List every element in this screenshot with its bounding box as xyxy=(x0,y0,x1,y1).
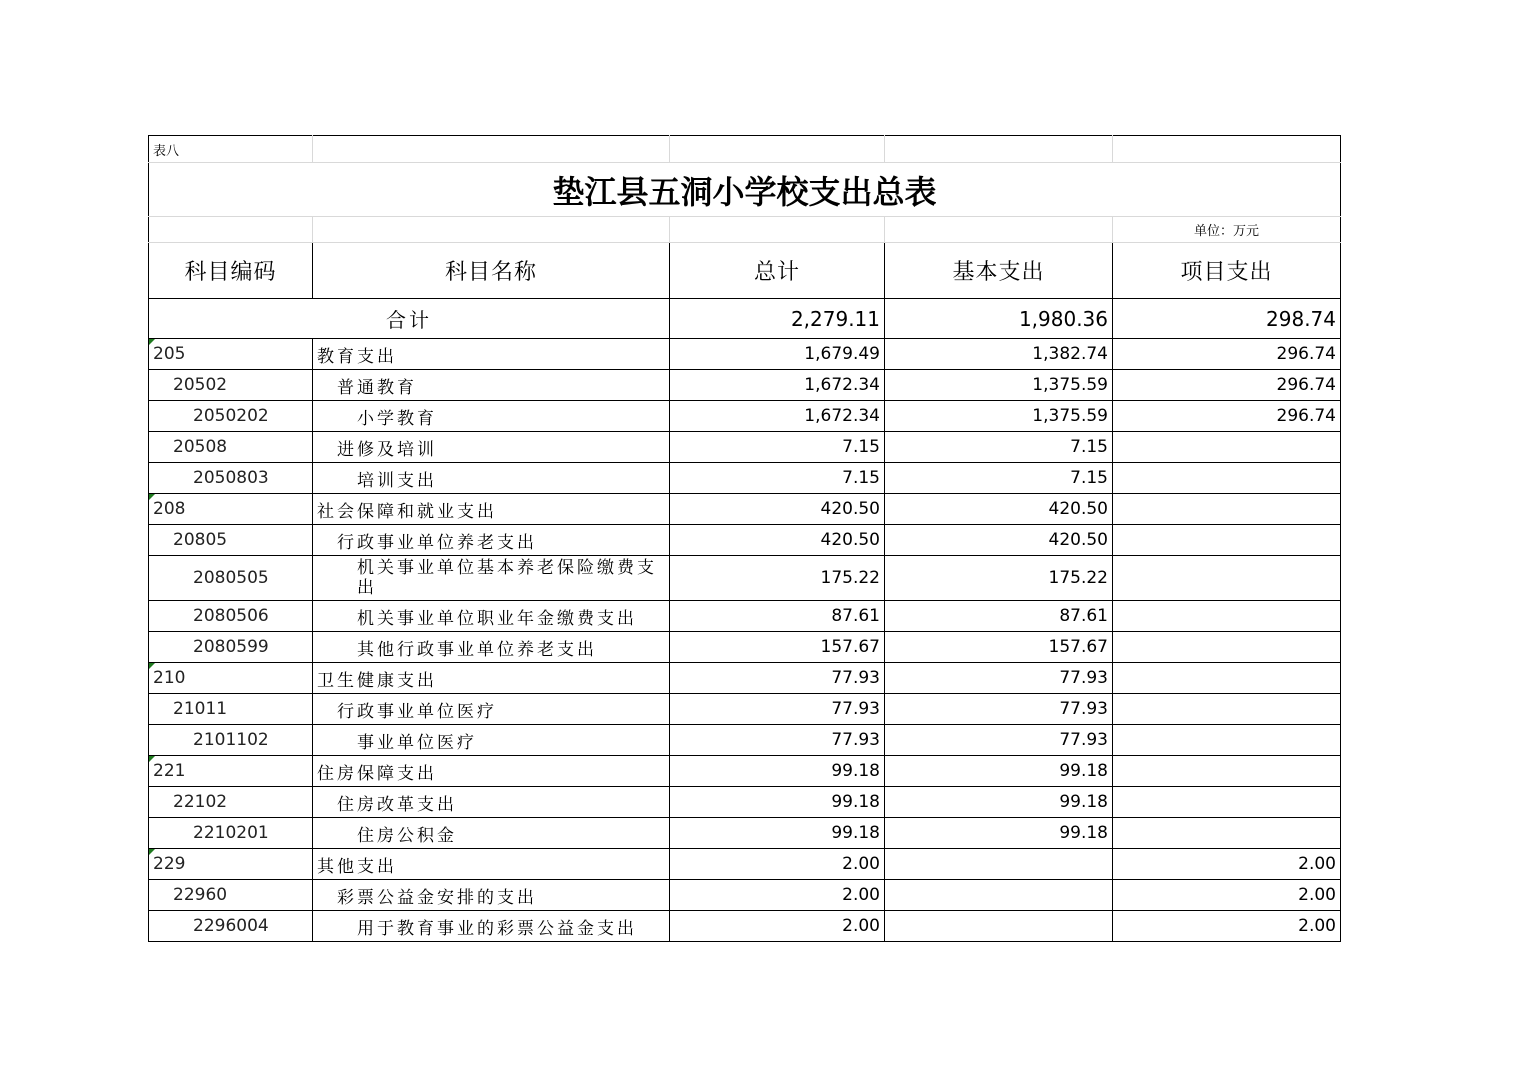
amount-project xyxy=(1113,494,1341,525)
table-row xyxy=(149,401,1341,432)
amount-basic: 87.61 xyxy=(885,601,1113,632)
subject-name: 教育支出 xyxy=(313,339,670,370)
header-code: 科目编码 xyxy=(149,243,313,299)
amount-total: 2.00 xyxy=(670,849,885,880)
subject-name: 用于教育事业的彩票公益金支出 xyxy=(313,911,670,942)
table-row xyxy=(149,725,1341,756)
subject-code-text: 20502 xyxy=(173,375,228,395)
amount-basic xyxy=(885,849,1113,880)
subject-code xyxy=(149,725,313,756)
subject-code xyxy=(149,694,313,725)
table-row xyxy=(149,494,1341,525)
amount-basic: 420.50 xyxy=(885,525,1113,556)
subject-code xyxy=(149,663,313,694)
subject-code-text: 2296004 xyxy=(193,916,269,936)
amount-total: 420.50 xyxy=(670,494,885,525)
total-sum: 2,279.11 xyxy=(670,299,885,339)
table-row xyxy=(149,525,1341,556)
amount-total: 1,679.49 xyxy=(670,339,885,370)
amount-total: 1,672.34 xyxy=(670,370,885,401)
subject-name: 卫生健康支出 xyxy=(313,663,670,694)
amount-total: 99.18 xyxy=(670,787,885,818)
table-row xyxy=(149,880,1341,911)
amount-basic: 1,382.74 xyxy=(885,339,1113,370)
total-project: 298.74 xyxy=(1113,299,1341,339)
subject-code-text: 2080599 xyxy=(193,637,269,657)
table-row xyxy=(149,756,1341,787)
page-title: 垫江县五洞小学校支出总表 xyxy=(149,163,1341,217)
amount-total: 2.00 xyxy=(670,911,885,942)
subject-name: 行政事业单位医疗 xyxy=(313,694,670,725)
amount-project: 2.00 xyxy=(1113,880,1341,911)
subject-code-text: 221 xyxy=(153,761,186,781)
subject-code xyxy=(149,880,313,911)
cell-marker-icon xyxy=(149,339,155,345)
amount-project xyxy=(1113,818,1341,849)
subject-code-text: 229 xyxy=(153,854,186,874)
table-row xyxy=(149,694,1341,725)
expenditure-table xyxy=(148,135,1341,942)
subject-code xyxy=(149,911,313,942)
header-name: 科目名称 xyxy=(313,243,670,299)
amount-total: 175.22 xyxy=(670,556,885,601)
amount-basic: 1,375.59 xyxy=(885,401,1113,432)
subject-code xyxy=(149,756,313,787)
table-row xyxy=(149,432,1341,463)
subject-code-text: 20508 xyxy=(173,437,228,457)
amount-total: 7.15 xyxy=(670,463,885,494)
amount-project xyxy=(1113,432,1341,463)
cell-marker-icon xyxy=(149,849,155,855)
amount-project: 296.74 xyxy=(1113,370,1341,401)
amount-total: 77.93 xyxy=(670,725,885,756)
header-basic: 基本支出 xyxy=(885,243,1113,299)
amount-project: 2.00 xyxy=(1113,911,1341,942)
subject-code-text: 208 xyxy=(153,499,186,519)
table-row xyxy=(149,663,1341,694)
subject-name: 事业单位医疗 xyxy=(313,725,670,756)
amount-project xyxy=(1113,787,1341,818)
sheet-label: 表八 xyxy=(149,136,313,163)
subject-name: 培训支出 xyxy=(313,463,670,494)
amount-basic: 77.93 xyxy=(885,725,1113,756)
subject-name: 进修及培训 xyxy=(313,432,670,463)
amount-project xyxy=(1113,463,1341,494)
amount-project xyxy=(1113,601,1341,632)
subject-code-text: 2050202 xyxy=(193,406,269,426)
amount-total: 77.93 xyxy=(670,663,885,694)
header-row xyxy=(149,243,1341,299)
amount-basic: 175.22 xyxy=(885,556,1113,601)
amount-project: 2.00 xyxy=(1113,849,1341,880)
subject-code xyxy=(149,556,313,601)
amount-total: 157.67 xyxy=(670,632,885,663)
amount-project xyxy=(1113,556,1341,601)
amount-project: 296.74 xyxy=(1113,339,1341,370)
table-row xyxy=(149,370,1341,401)
subject-code xyxy=(149,632,313,663)
subject-code xyxy=(149,339,313,370)
table-row xyxy=(149,632,1341,663)
amount-total: 99.18 xyxy=(670,756,885,787)
amount-total: 77.93 xyxy=(670,694,885,725)
amount-project xyxy=(1113,525,1341,556)
spreadsheet-page xyxy=(148,135,1340,942)
subject-name: 行政事业单位养老支出 xyxy=(313,525,670,556)
subject-code xyxy=(149,370,313,401)
table-row xyxy=(149,818,1341,849)
subject-name: 其他行政事业单位养老支出 xyxy=(313,632,670,663)
subject-name: 机关事业单位职业年金缴费支出 xyxy=(313,601,670,632)
table-row xyxy=(149,556,1341,601)
subject-name: 普通教育 xyxy=(313,370,670,401)
subject-code-text: 205 xyxy=(153,344,186,364)
amount-total: 420.50 xyxy=(670,525,885,556)
subject-code-text: 2080505 xyxy=(193,568,269,588)
amount-project: 296.74 xyxy=(1113,401,1341,432)
table-row xyxy=(149,849,1341,880)
amount-basic: 420.50 xyxy=(885,494,1113,525)
subject-name: 住房公积金 xyxy=(313,818,670,849)
amount-project xyxy=(1113,694,1341,725)
amount-basic: 77.93 xyxy=(885,694,1113,725)
amount-basic: 77.93 xyxy=(885,663,1113,694)
amount-project xyxy=(1113,756,1341,787)
subject-code-text: 2210201 xyxy=(193,823,269,843)
unit-label: 单位：万元 xyxy=(1113,217,1341,243)
cell-marker-icon xyxy=(149,756,155,762)
subject-name: 社会保障和就业支出 xyxy=(313,494,670,525)
subject-code-text: 21011 xyxy=(173,699,228,719)
subject-code xyxy=(149,432,313,463)
amount-basic: 7.15 xyxy=(885,463,1113,494)
amount-basic xyxy=(885,911,1113,942)
subject-code xyxy=(149,787,313,818)
subject-name: 机关事业单位基本养老保险缴费支出 xyxy=(313,556,670,601)
amount-project xyxy=(1113,663,1341,694)
subject-code-text: 210 xyxy=(153,668,186,688)
amount-basic: 7.15 xyxy=(885,432,1113,463)
subject-code xyxy=(149,401,313,432)
table-row xyxy=(149,787,1341,818)
total-row xyxy=(149,299,1341,339)
subject-name: 住房改革支出 xyxy=(313,787,670,818)
subject-code-text: 22960 xyxy=(173,885,228,905)
amount-basic: 1,375.59 xyxy=(885,370,1113,401)
cell-marker-icon xyxy=(149,663,155,669)
table-row xyxy=(149,463,1341,494)
subject-code xyxy=(149,494,313,525)
total-label: 合计 xyxy=(149,299,670,339)
header-total: 总计 xyxy=(670,243,885,299)
amount-total: 1,672.34 xyxy=(670,401,885,432)
amount-project xyxy=(1113,632,1341,663)
subject-code xyxy=(149,818,313,849)
table-row xyxy=(149,339,1341,370)
subject-name: 其他支出 xyxy=(313,849,670,880)
subject-code-text: 2101102 xyxy=(193,730,269,750)
subject-name: 住房保障支出 xyxy=(313,756,670,787)
subject-code xyxy=(149,849,313,880)
subject-code-text: 22102 xyxy=(173,792,228,812)
header-project: 项目支出 xyxy=(1113,243,1341,299)
subject-name: 小学教育 xyxy=(313,401,670,432)
total-basic: 1,980.36 xyxy=(885,299,1113,339)
subject-name: 彩票公益金安排的支出 xyxy=(313,880,670,911)
amount-total: 7.15 xyxy=(670,432,885,463)
subject-code xyxy=(149,525,313,556)
table-row xyxy=(149,601,1341,632)
amount-basic xyxy=(885,880,1113,911)
amount-project xyxy=(1113,725,1341,756)
subject-code xyxy=(149,463,313,494)
cell-marker-icon xyxy=(149,494,155,500)
subject-code-text: 20805 xyxy=(173,530,228,550)
amount-basic: 157.67 xyxy=(885,632,1113,663)
amount-total: 99.18 xyxy=(670,818,885,849)
amount-basic: 99.18 xyxy=(885,787,1113,818)
amount-basic: 99.18 xyxy=(885,756,1113,787)
amount-total: 2.00 xyxy=(670,880,885,911)
subject-code-text: 2050803 xyxy=(193,468,269,488)
subject-code xyxy=(149,601,313,632)
subject-code-text: 2080506 xyxy=(193,606,269,626)
amount-total: 87.61 xyxy=(670,601,885,632)
table-row xyxy=(149,911,1341,942)
amount-basic: 99.18 xyxy=(885,818,1113,849)
